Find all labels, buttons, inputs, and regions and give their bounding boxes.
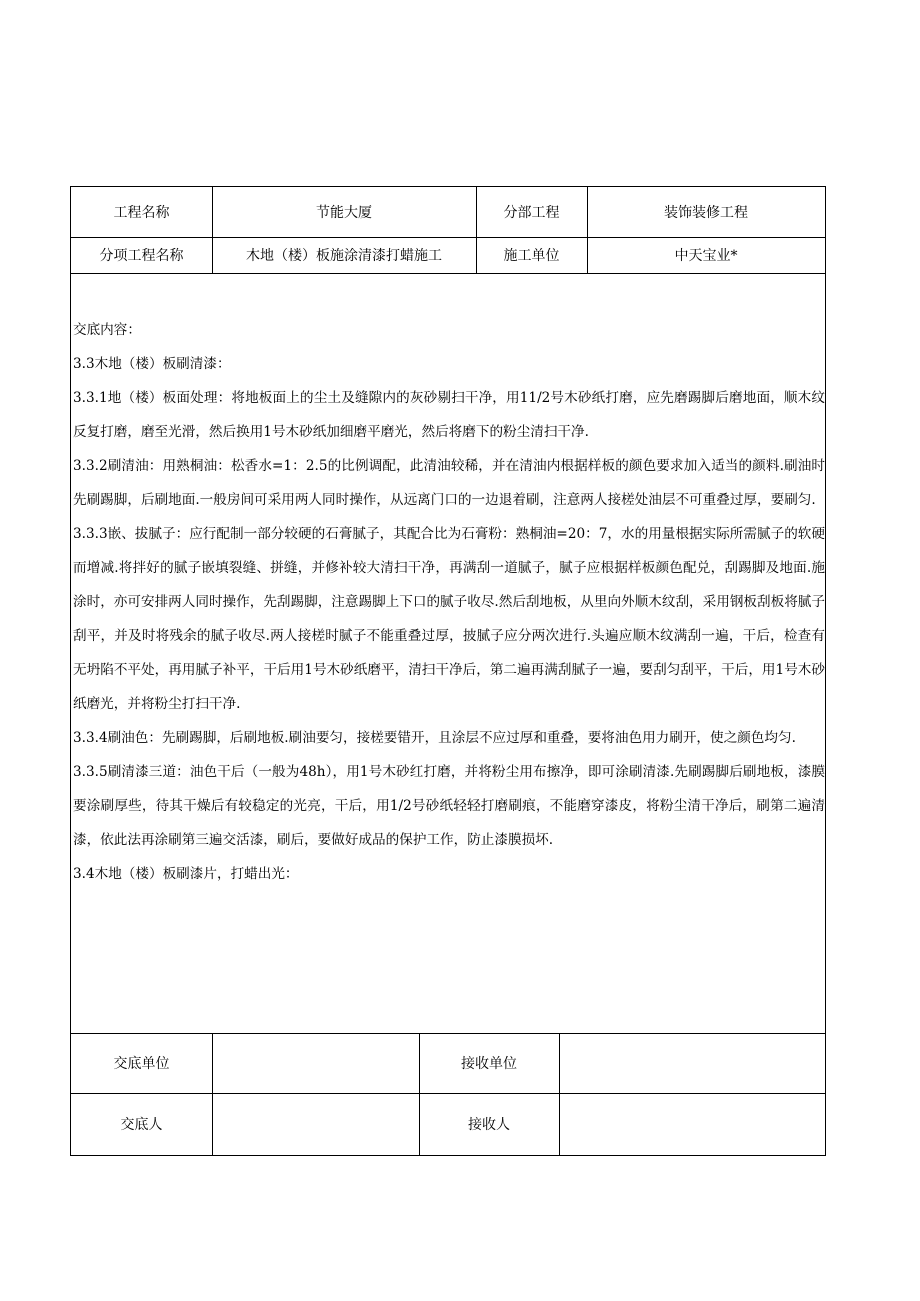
row-divider xyxy=(71,273,825,274)
content-paragraph: 3.3.5刷清漆三道：油色干后（一般为48h），用1号木砂红打磨，并将粉尘用布擦净，即可涂刷清漆.先刷踢脚后刷地板，漆膜要涂刷厚些，待其干燥后有较稳定的光亮，干后，用1/2号砂纸轻轻打磨刷痕，不能磨穿漆皮，将粉尘清干净后，刷第二遍清漆，依此法再涂刷第三遍交活漆，刷后，要做好成品的保护工作，防止漆膜损坏. xyxy=(73,764,825,848)
content-intro: 交底内容： xyxy=(73,322,141,338)
issuer-unit-label: 交底单位 xyxy=(113,1056,170,1072)
content-paragraph: 3.3.1地（楼）板面处理：将地板面上的尘土及缝隙内的灰砂剔扫干净，用11/2号木砂纸打磨，应先磨踢脚后磨地面，顺木纹反复打磨，磨至光滑，然后换用1号木砂纸加细磨平磨光，然后将磨下的粉尘清扫干净. xyxy=(73,390,825,440)
division-label: 分部工程 xyxy=(503,205,560,221)
issuer-unit-field[interactable] xyxy=(212,1033,419,1093)
issuer-label: 交底人 xyxy=(120,1117,163,1133)
receiver-unit-label: 接收单位 xyxy=(461,1056,517,1072)
content-paragraph: 3.3.2刷清油：用熟桐油：松香水=1：2.5的比例调配，此清油较稀，并在清油内根据样板的颜色要求加入适当的颜料.刷油时先刷踢脚，后刷地面.一般房间可采用两人同时操作，从远离门口的一边退着刷，注意两人接槎处油层不可重叠过厚，要刷匀. xyxy=(73,458,825,508)
content-paragraph: 3.3木地（楼）板刷清漆： xyxy=(73,356,231,372)
receiver-field[interactable] xyxy=(559,1093,825,1155)
content-paragraph: 3.3.4刷油色：先刷踢脚，后刷地板.刷油要匀，接槎要错开，且涂层不应过厚和重叠，要将油色用力刷开，使之颜色均匀. xyxy=(73,730,796,746)
subitem-label: 分项工程名称 xyxy=(99,248,184,264)
technical-briefing-table xyxy=(70,186,826,1156)
issuer-field[interactable] xyxy=(212,1093,419,1155)
division-value: 装饰装修工程 xyxy=(664,205,748,221)
project-name-label: 工程名称 xyxy=(113,205,170,221)
receiver-label: 接收人 xyxy=(468,1117,510,1133)
project-name-value: 节能大厦 xyxy=(316,205,372,221)
subitem-value: 木地（楼）板施涂清漆打蜡施工 xyxy=(246,248,442,264)
briefing-content xyxy=(73,313,825,891)
content-paragraph: 3.3.3嵌、拔腻子：应行配制一部分较硬的石膏腻子，其配合比为石膏粉：熟桐油=20：7，水的用量根据实际所需腻子的软硬而增减.将拌好的腻子嵌填裂缝、拼缝，并修补较大清扫干净，再满刮一道腻子，腻子应根据样板颜色配兑，刮踢脚及地面.施涂时，亦可安排两人同时操作，先刮踢脚，注意踢脚上下口的腻子收尽.然后刮地板，从里向外顺木纹刮，采用钢板刮板将腻子刮平，并及时将残余的腻子收尽.两人接槎时腻子不能重叠过厚，披腻子应分两次进行.头遍应顺木纹满刮一遍，干后，检查有无坍陷不平处，再用腻子补平，干后用1号木砂纸磨平，清扫干净后，第二遍再满刮腻子一遍，要刮匀刮平，干后，用1号木砂纸磨光，并将粉尘打扫干净. xyxy=(73,526,825,712)
receiver-unit-field[interactable] xyxy=(559,1033,825,1093)
contractor-value: 中天宝业* xyxy=(674,248,738,264)
contractor-label: 施工单位 xyxy=(503,248,560,264)
content-paragraph: 3.4木地（楼）板刷漆片，打蜡出光： xyxy=(73,866,299,882)
